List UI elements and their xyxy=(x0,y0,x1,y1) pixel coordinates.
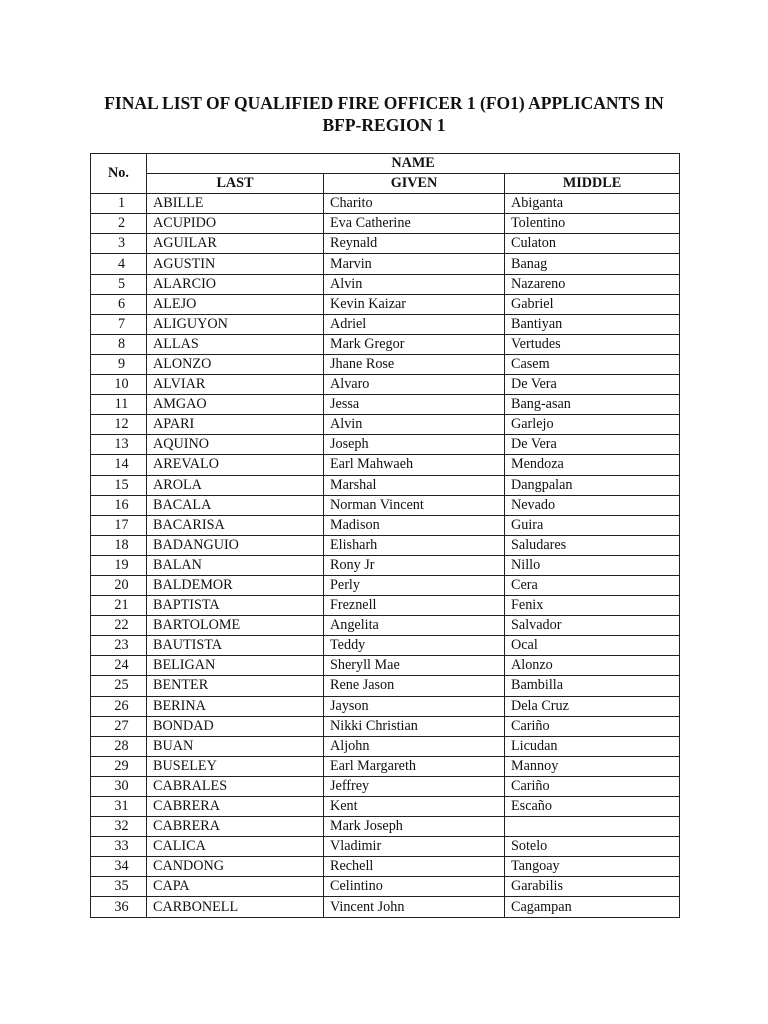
table-row xyxy=(91,294,680,314)
cell-middle-name: Banag xyxy=(505,254,680,274)
cell-number: 30 xyxy=(91,776,147,796)
cell-last-name: ALIGUYON xyxy=(147,314,324,334)
cell-last-name: AROLA xyxy=(147,475,324,495)
table-row xyxy=(91,515,680,535)
cell-given-name: Kent xyxy=(324,797,505,817)
cell-number: 9 xyxy=(91,354,147,374)
cell-middle-name: Fenix xyxy=(505,596,680,616)
cell-last-name: BAPTISTA xyxy=(147,596,324,616)
cell-middle-name: Dela Cruz xyxy=(505,696,680,716)
cell-number: 35 xyxy=(91,877,147,897)
table-row xyxy=(91,274,680,294)
cell-given-name: Freznell xyxy=(324,596,505,616)
cell-last-name: APARI xyxy=(147,415,324,435)
cell-given-name: Eva Catherine xyxy=(324,214,505,234)
cell-number: 14 xyxy=(91,455,147,475)
cell-given-name: Aljohn xyxy=(324,736,505,756)
cell-given-name: Earl Margareth xyxy=(324,756,505,776)
cell-number: 34 xyxy=(91,857,147,877)
table-row xyxy=(91,334,680,354)
cell-last-name: AREVALO xyxy=(147,455,324,475)
title-line-2: BFP-REGION 1 xyxy=(322,115,446,135)
table-row xyxy=(91,616,680,636)
cell-given-name: Sheryll Mae xyxy=(324,656,505,676)
cell-number: 1 xyxy=(91,194,147,214)
cell-middle-name: Bang-asan xyxy=(505,395,680,415)
table-row xyxy=(91,435,680,455)
cell-last-name: BELIGAN xyxy=(147,656,324,676)
column-header-given: GIVEN xyxy=(324,174,505,194)
cell-number: 33 xyxy=(91,837,147,857)
table-row xyxy=(91,354,680,374)
cell-middle-name: Nazareno xyxy=(505,274,680,294)
cell-middle-name: Casem xyxy=(505,354,680,374)
cell-middle-name: De Vera xyxy=(505,435,680,455)
cell-middle-name: Gabriel xyxy=(505,294,680,314)
cell-last-name: BAUTISTA xyxy=(147,636,324,656)
cell-middle-name: Salvador xyxy=(505,616,680,636)
cell-number: 5 xyxy=(91,274,147,294)
table-row xyxy=(91,455,680,475)
cell-given-name: Reynald xyxy=(324,234,505,254)
cell-middle-name: De Vera xyxy=(505,375,680,395)
cell-number: 22 xyxy=(91,616,147,636)
table-row xyxy=(91,776,680,796)
column-header-last: LAST xyxy=(147,174,324,194)
cell-given-name: Rechell xyxy=(324,857,505,877)
cell-middle-name: Nillo xyxy=(505,555,680,575)
applicants-table xyxy=(90,153,680,918)
cell-last-name: CABRALES xyxy=(147,776,324,796)
cell-middle-name: Vertudes xyxy=(505,334,680,354)
table-row xyxy=(91,636,680,656)
cell-last-name: BACARISA xyxy=(147,515,324,535)
column-header-no: No. xyxy=(91,154,147,194)
cell-number: 27 xyxy=(91,716,147,736)
cell-middle-name: Garlejo xyxy=(505,415,680,435)
cell-middle-name: Licudan xyxy=(505,736,680,756)
cell-middle-name: Alonzo xyxy=(505,656,680,676)
cell-given-name: Vincent John xyxy=(324,897,505,917)
cell-number: 36 xyxy=(91,897,147,917)
cell-middle-name: Saludares xyxy=(505,535,680,555)
document-title xyxy=(60,92,708,136)
cell-given-name: Adriel xyxy=(324,314,505,334)
cell-number: 16 xyxy=(91,495,147,515)
cell-middle-name: Mendoza xyxy=(505,455,680,475)
cell-number: 8 xyxy=(91,334,147,354)
table-row xyxy=(91,535,680,555)
cell-middle-name: Abiganta xyxy=(505,194,680,214)
cell-last-name: ACUPIDO xyxy=(147,214,324,234)
cell-number: 3 xyxy=(91,234,147,254)
cell-last-name: BALAN xyxy=(147,555,324,575)
cell-middle-name: Cariño xyxy=(505,716,680,736)
cell-given-name: Joseph xyxy=(324,435,505,455)
table-row xyxy=(91,797,680,817)
cell-number: 10 xyxy=(91,375,147,395)
cell-middle-name: Dangpalan xyxy=(505,475,680,495)
cell-last-name: AGUILAR xyxy=(147,234,324,254)
cell-number: 26 xyxy=(91,696,147,716)
cell-middle-name: Garabilis xyxy=(505,877,680,897)
cell-given-name: Rony Jr xyxy=(324,555,505,575)
cell-number: 11 xyxy=(91,395,147,415)
cell-last-name: BALDEMOR xyxy=(147,575,324,595)
table-row xyxy=(91,736,680,756)
cell-given-name: Nikki Christian xyxy=(324,716,505,736)
cell-middle-name: Sotelo xyxy=(505,837,680,857)
cell-middle-name: Escaño xyxy=(505,797,680,817)
cell-middle-name: Guira xyxy=(505,515,680,535)
cell-last-name: CANDONG xyxy=(147,857,324,877)
cell-number: 6 xyxy=(91,294,147,314)
cell-last-name: CARBONELL xyxy=(147,897,324,917)
cell-number: 29 xyxy=(91,756,147,776)
cell-given-name: Celintino xyxy=(324,877,505,897)
table-row xyxy=(91,656,680,676)
cell-last-name: BADANGUIO xyxy=(147,535,324,555)
table-row xyxy=(91,837,680,857)
table-row xyxy=(91,194,680,214)
title-line-1: FINAL LIST OF QUALIFIED FIRE OFFICER 1 (FO1) APPLICANTS IN xyxy=(104,93,664,113)
cell-last-name: AQUINO xyxy=(147,435,324,455)
cell-given-name: Earl Mahwaeh xyxy=(324,455,505,475)
cell-middle-name: Culaton xyxy=(505,234,680,254)
cell-last-name: BONDAD xyxy=(147,716,324,736)
cell-middle-name: Cagampan xyxy=(505,897,680,917)
cell-middle-name: Bambilla xyxy=(505,676,680,696)
cell-middle-name: Cera xyxy=(505,575,680,595)
cell-number: 31 xyxy=(91,797,147,817)
cell-last-name: AGUSTIN xyxy=(147,254,324,274)
cell-last-name: ALVIAR xyxy=(147,375,324,395)
cell-given-name: Rene Jason xyxy=(324,676,505,696)
cell-number: 7 xyxy=(91,314,147,334)
cell-given-name: Madison xyxy=(324,515,505,535)
cell-number: 21 xyxy=(91,596,147,616)
cell-given-name: Mark Joseph xyxy=(324,817,505,837)
cell-last-name: CALICA xyxy=(147,837,324,857)
cell-middle-name: Cariño xyxy=(505,776,680,796)
table-row xyxy=(91,857,680,877)
table-row xyxy=(91,676,680,696)
table-body xyxy=(91,194,680,917)
cell-number: 17 xyxy=(91,515,147,535)
table-row xyxy=(91,756,680,776)
cell-given-name: Perly xyxy=(324,575,505,595)
cell-given-name: Vladimir xyxy=(324,837,505,857)
cell-given-name: Angelita xyxy=(324,616,505,636)
cell-number: 12 xyxy=(91,415,147,435)
cell-number: 2 xyxy=(91,214,147,234)
cell-given-name: Norman Vincent xyxy=(324,495,505,515)
cell-number: 13 xyxy=(91,435,147,455)
cell-given-name: Jessa xyxy=(324,395,505,415)
cell-last-name: BENTER xyxy=(147,676,324,696)
table-row xyxy=(91,375,680,395)
table-row xyxy=(91,395,680,415)
table-row xyxy=(91,495,680,515)
cell-number: 24 xyxy=(91,656,147,676)
table-row xyxy=(91,897,680,917)
cell-last-name: BUAN xyxy=(147,736,324,756)
table-row xyxy=(91,254,680,274)
cell-middle-name: Mannoy xyxy=(505,756,680,776)
cell-last-name: BARTOLOME xyxy=(147,616,324,636)
cell-last-name: ABILLE xyxy=(147,194,324,214)
cell-last-name: AMGAO xyxy=(147,395,324,415)
cell-middle-name xyxy=(505,817,680,837)
cell-number: 23 xyxy=(91,636,147,656)
cell-last-name: BUSELEY xyxy=(147,756,324,776)
cell-given-name: Jeffrey xyxy=(324,776,505,796)
header-row-1 xyxy=(91,154,680,174)
cell-middle-name: Ocal xyxy=(505,636,680,656)
table-row xyxy=(91,877,680,897)
cell-given-name: Jayson xyxy=(324,696,505,716)
cell-number: 18 xyxy=(91,535,147,555)
cell-last-name: BACALA xyxy=(147,495,324,515)
table-row xyxy=(91,314,680,334)
cell-given-name: Alvin xyxy=(324,274,505,294)
cell-last-name: BERINA xyxy=(147,696,324,716)
cell-given-name: Alvin xyxy=(324,415,505,435)
cell-number: 19 xyxy=(91,555,147,575)
cell-last-name: ALARCIO xyxy=(147,274,324,294)
cell-last-name: ALONZO xyxy=(147,354,324,374)
table-row xyxy=(91,415,680,435)
header-row-2 xyxy=(91,174,680,194)
table-row xyxy=(91,817,680,837)
table-row xyxy=(91,596,680,616)
cell-given-name: Kevin Kaizar xyxy=(324,294,505,314)
cell-middle-name: Tolentino xyxy=(505,214,680,234)
cell-number: 32 xyxy=(91,817,147,837)
cell-number: 20 xyxy=(91,575,147,595)
column-header-middle: MIDDLE xyxy=(505,174,680,194)
cell-middle-name: Bantiyan xyxy=(505,314,680,334)
cell-given-name: Marvin xyxy=(324,254,505,274)
cell-last-name: CABRERA xyxy=(147,817,324,837)
cell-last-name: ALEJO xyxy=(147,294,324,314)
cell-last-name: CAPA xyxy=(147,877,324,897)
cell-last-name: ALLAS xyxy=(147,334,324,354)
column-group-header-name: NAME xyxy=(147,154,680,174)
cell-middle-name: Tangoay xyxy=(505,857,680,877)
cell-last-name: CABRERA xyxy=(147,797,324,817)
cell-middle-name: Nevado xyxy=(505,495,680,515)
table-row xyxy=(91,234,680,254)
cell-given-name: Marshal xyxy=(324,475,505,495)
table-row xyxy=(91,555,680,575)
cell-given-name: Mark Gregor xyxy=(324,334,505,354)
cell-given-name: Jhane Rose xyxy=(324,354,505,374)
table-row xyxy=(91,696,680,716)
cell-number: 15 xyxy=(91,475,147,495)
cell-number: 25 xyxy=(91,676,147,696)
cell-given-name: Charito xyxy=(324,194,505,214)
cell-number: 28 xyxy=(91,736,147,756)
cell-given-name: Teddy xyxy=(324,636,505,656)
table-row xyxy=(91,575,680,595)
cell-given-name: Elisharh xyxy=(324,535,505,555)
cell-given-name: Alvaro xyxy=(324,375,505,395)
table-row xyxy=(91,716,680,736)
table-row xyxy=(91,214,680,234)
table-row xyxy=(91,475,680,495)
cell-number: 4 xyxy=(91,254,147,274)
